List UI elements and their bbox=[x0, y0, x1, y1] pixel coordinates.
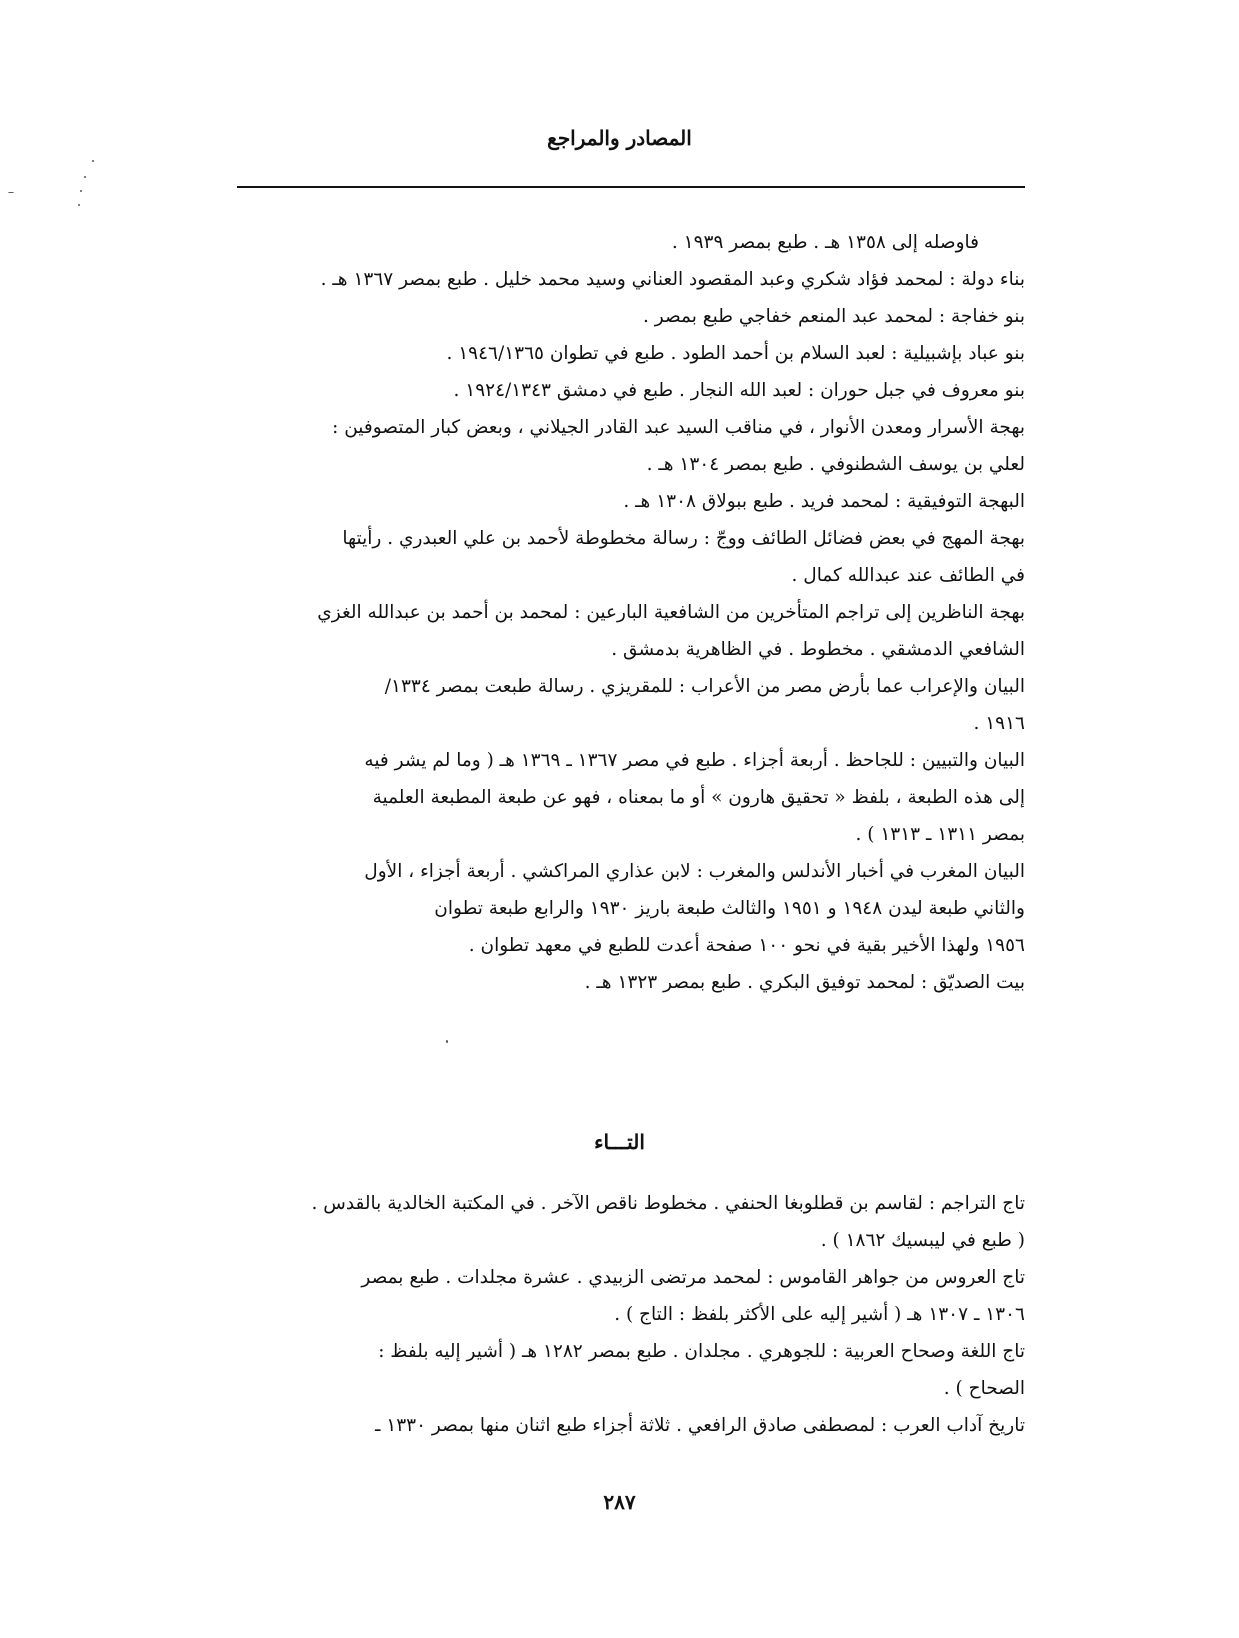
bibliography-entry bbox=[236, 261, 1025, 298]
bibliography-entry bbox=[236, 1407, 1025, 1444]
bibliography-entry bbox=[236, 409, 1025, 483]
entry-line: في الطائف عند عبدالله كمال . bbox=[791, 565, 1025, 586]
bibliography-entry bbox=[236, 520, 1025, 594]
scan-speck bbox=[8, 192, 14, 193]
bibliography-entry bbox=[236, 668, 1025, 742]
bibliography-entry bbox=[236, 1185, 1025, 1259]
entry-line: الشافعي الدمشقي . مخطوط . في الظاهرية بدمشق . bbox=[611, 639, 1025, 660]
entry-line: إلى هذه الطبعة ، بلفظ « تحقيق هارون » أو ما بمعناه ، فهو عن طبعة المطبعة العلمية bbox=[372, 787, 1025, 808]
entries-ta-section bbox=[236, 1185, 1025, 1444]
entry-line: بناء دولة : لمحمد فؤاد شكري وعبد المقصود العناني وسيد محمد خليل . طبع بمصر ١٣٦٧ هـ . bbox=[320, 269, 1025, 290]
entry-line: فاوصله إلى ١٣٥٨ هـ . طبع بمصر ١٩٣٩ . bbox=[671, 232, 979, 253]
entry-line: ( طبع في ليبسيك ١٨٦٢ ) . bbox=[820, 1230, 1025, 1251]
page-number: ٢٨٧ bbox=[603, 1490, 636, 1514]
entry-line: بنو خفاجة : لمحمد عبد المنعم خفاجي طبع بمصر . bbox=[643, 306, 1025, 327]
entry-line: البيان والإعراب عما بأرض مصر من الأعراب : للمقريزي . رسالة طبعت بمصر ١٣٣٤/ bbox=[384, 676, 1025, 697]
entry-line: تاريخ آداب العرب : لمصطفى صادق الرافعي . ثلاثة أجزاء طبع اثنان منها بمصر ١٣٣٠ ـ bbox=[374, 1415, 1025, 1436]
scan-speck bbox=[78, 204, 80, 206]
running-head: المصادر والمراجع bbox=[547, 126, 692, 150]
entry-line: ١٩٥٦ ولهذا الأخير بقية في نحو ١٠٠ صفحة أعدت للطبع في معهد تطوان . bbox=[468, 935, 1025, 956]
bibliography-entry bbox=[236, 742, 1025, 853]
entry-line: ١٣٠٦ ـ ١٣٠٧ هـ ( أشير إليه على الأكثر بلفظ : التاج ) . bbox=[614, 1304, 1025, 1325]
scan-speck bbox=[446, 1040, 448, 1043]
entry-line: بنو معروف في جبل حوران : لعبد الله النجار . طبع في دمشق ١٩٢٤/١٣٤٣ . bbox=[453, 380, 1025, 401]
entry-line: بنو عباد بإشبيلية : لعبد السلام بن أحمد الطود . طبع في تطوان ١٩٤٦/١٣٦٥ . bbox=[446, 343, 1025, 364]
bibliography-entry bbox=[236, 1333, 1025, 1407]
bibliography-entry bbox=[236, 483, 1025, 520]
bibliography-entry bbox=[236, 372, 1025, 409]
bibliography-entry bbox=[236, 335, 1025, 372]
entry-line: البيان والتبيين : للجاحظ . أربعة أجزاء . طبع في مصر ١٣٦٧ ـ ١٣٦٩ هـ ( وما لم يشر فيه bbox=[364, 750, 1025, 771]
entry-line: لعلي بن يوسف الشطنوفي . طبع بمصر ١٣٠٤ هـ . bbox=[646, 454, 1025, 475]
entry-line: الصحاح ) . bbox=[943, 1378, 1025, 1399]
entry-line: البيان المغرب في أخبار الأندلس والمغرب : لابن عذاري المراكشي . أربعة أجزاء ، الأول bbox=[364, 861, 1025, 882]
scan-speck bbox=[84, 176, 86, 178]
bibliography-entry bbox=[236, 1259, 1025, 1333]
entry-line: والثاني طبعة ليدن ١٩٤٨ و ١٩٥١ والثالث طبعة باريز ١٩٣٠ والرابع طبعة تطوان bbox=[434, 898, 1025, 919]
scan-speck bbox=[92, 160, 94, 162]
entry-line: بهجة المهج في بعض فضائل الطائف ووجّ : رسالة مخطوطة لأحمد بن علي العبدري . رأيتها bbox=[342, 528, 1025, 549]
entry-line: البهجة التوفيقية : لمحمد فريد . طبع ببولاق ١٣٠٨ هـ . bbox=[623, 491, 1025, 512]
bibliography-entry bbox=[236, 853, 1025, 964]
entry-line: بهجة الناظرين إلى تراجم المتأخرين من الشافعية البارعين : لمحمد بن أحمد بن عبدالله الغزي bbox=[317, 602, 1025, 623]
entry-line: بهجة الأسرار ومعدن الأنوار ، في مناقب السيد عبد القادر الجيلاني ، وبعض كبار المتصوفين : bbox=[332, 417, 1025, 438]
bibliography-entry bbox=[236, 594, 1025, 668]
entry-line: تاج اللغة وصحاح العربية : للجوهري . مجلدان . طبع بمصر ١٢٨٢ هـ ( أشير إليه بلفظ : bbox=[378, 1341, 1025, 1362]
entry-line: بمصر ١٣١١ ـ ١٣١٣ ) . bbox=[855, 824, 1025, 845]
header-rule bbox=[237, 186, 1025, 188]
entries-ba-section bbox=[236, 224, 1025, 1001]
scan-speck bbox=[80, 190, 82, 192]
entry-line: تاج التراجم : لقاسم بن قطلوبغا الحنفي . مخطوط ناقص الآخر . في المكتبة الخالدية بالقدس . bbox=[311, 1193, 1025, 1214]
bibliography-entry bbox=[236, 964, 1025, 1001]
bibliography-entry bbox=[236, 298, 1025, 335]
section-heading: التـــاء bbox=[594, 1130, 645, 1154]
entry-line: تاج العروس من جواهر القاموس : لمحمد مرتضى الزبيدي . عشرة مجلدات . طبع بمصر bbox=[361, 1267, 1025, 1288]
bibliography-entry bbox=[236, 224, 1025, 261]
entry-line: بيت الصديّق : لمحمد توفيق البكري . طبع بمصر ١٣٢٣ هـ . bbox=[584, 972, 1025, 993]
entry-line: ١٩١٦ . bbox=[973, 713, 1025, 734]
